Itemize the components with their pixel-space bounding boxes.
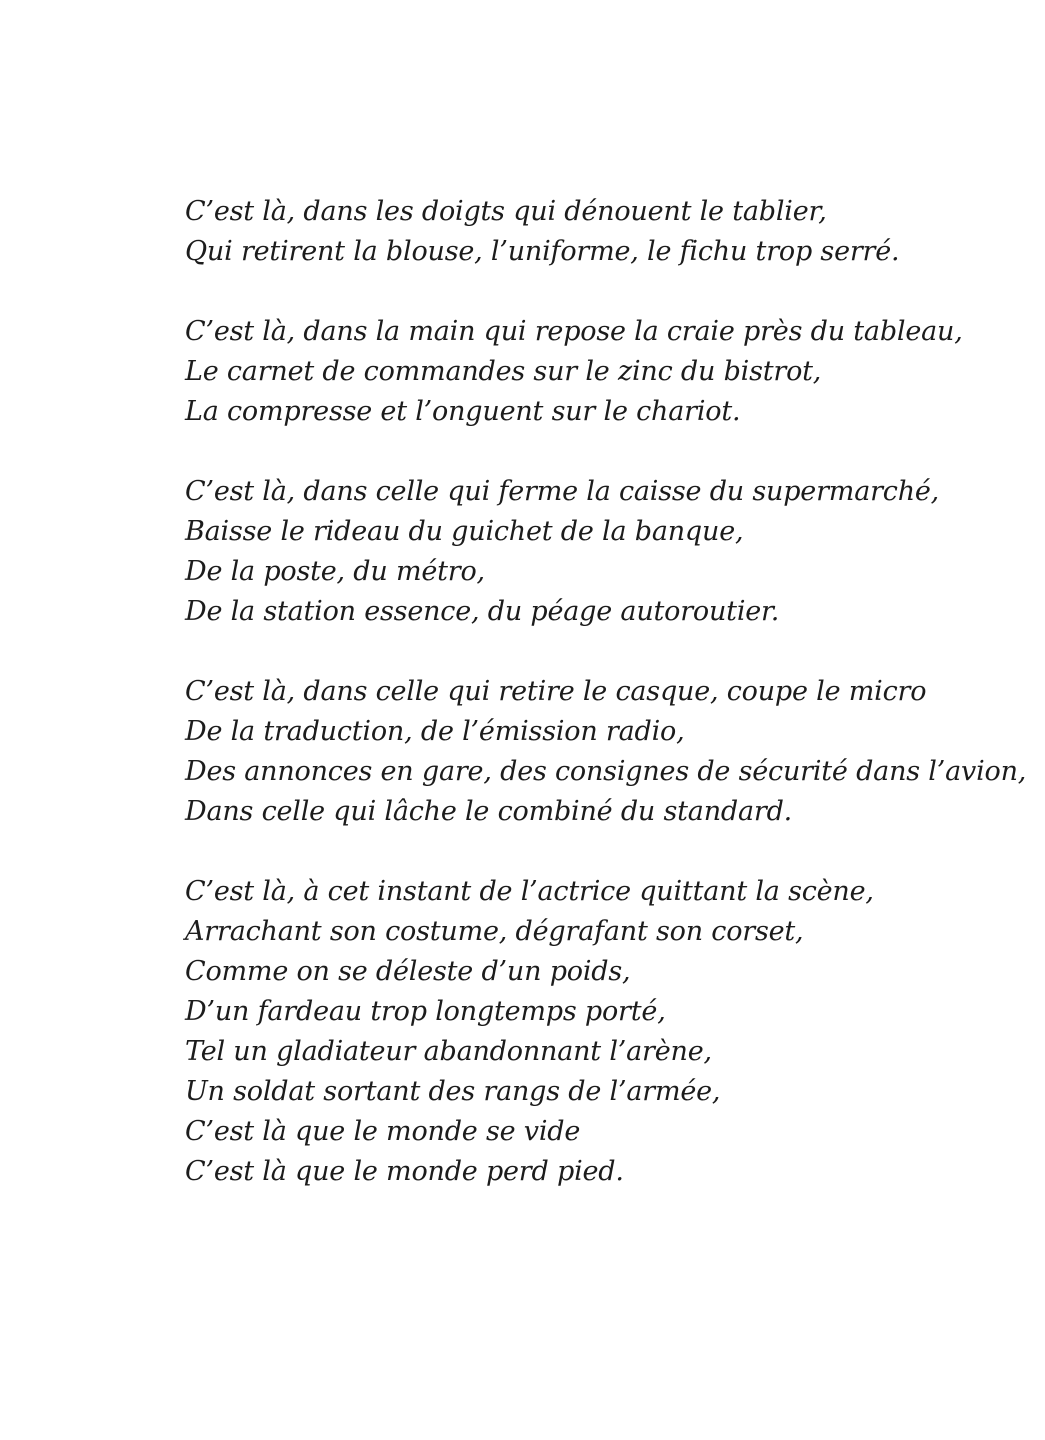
poem-line: C’est là, dans celle qui retire le casque, coupe le micro <box>185 676 927 707</box>
stanza-4 <box>185 672 1027 832</box>
poem-line: Baisse le rideau du guichet de la banque, <box>185 516 744 547</box>
poem-line: Le carnet de commandes sur le zinc du bistrot, <box>185 356 822 387</box>
poem-line: De la station essence, du péage autoroutier. <box>185 596 780 627</box>
poem <box>185 192 1027 1232</box>
poem-line: C’est là que le monde perd pied. <box>185 1156 624 1187</box>
poem-line: De la poste, du métro, <box>185 556 485 587</box>
stanza-2 <box>185 312 1005 432</box>
poem-line: Dans celle qui lâche le combiné du standard. <box>185 796 793 827</box>
poem-line: Tel un gladiateur abandonnant l’arène, <box>185 1036 712 1067</box>
poem-line: Qui retirent la blouse, l’uniforme, le fichu trop serré. <box>185 236 900 267</box>
poem-line: Arrachant son costume, dégrafant son corset, <box>185 916 804 947</box>
poem-line: D’un fardeau trop longtemps porté, <box>185 996 666 1027</box>
stanza-3 <box>185 472 1005 632</box>
poem-line: C’est là, dans la main qui repose la craie près du tableau, <box>185 316 963 347</box>
poem-line: La compresse et l’onguent sur le chariot. <box>185 396 741 427</box>
poem-line: C’est là que le monde se vide <box>185 1116 581 1147</box>
poem-line: Comme on se déleste d’un poids, <box>185 956 631 987</box>
stanza-5 <box>185 872 1005 1192</box>
poem-line: De la traduction, de l’émission radio, <box>185 716 685 747</box>
poem-line: Un soldat sortant des rangs de l’armée, <box>185 1076 721 1107</box>
poem-line: C’est là, à cet instant de l’actrice quittant la scène, <box>185 876 874 907</box>
poem-line: C’est là, dans les doigts qui dénouent le tablier, <box>185 196 827 227</box>
poem-line: C’est là, dans celle qui ferme la caisse du supermarché, <box>185 476 940 507</box>
poem-line: Des annonces en gare, des consignes de sécurité dans l’avion, <box>185 756 1027 787</box>
stanza-1 <box>185 192 1005 272</box>
